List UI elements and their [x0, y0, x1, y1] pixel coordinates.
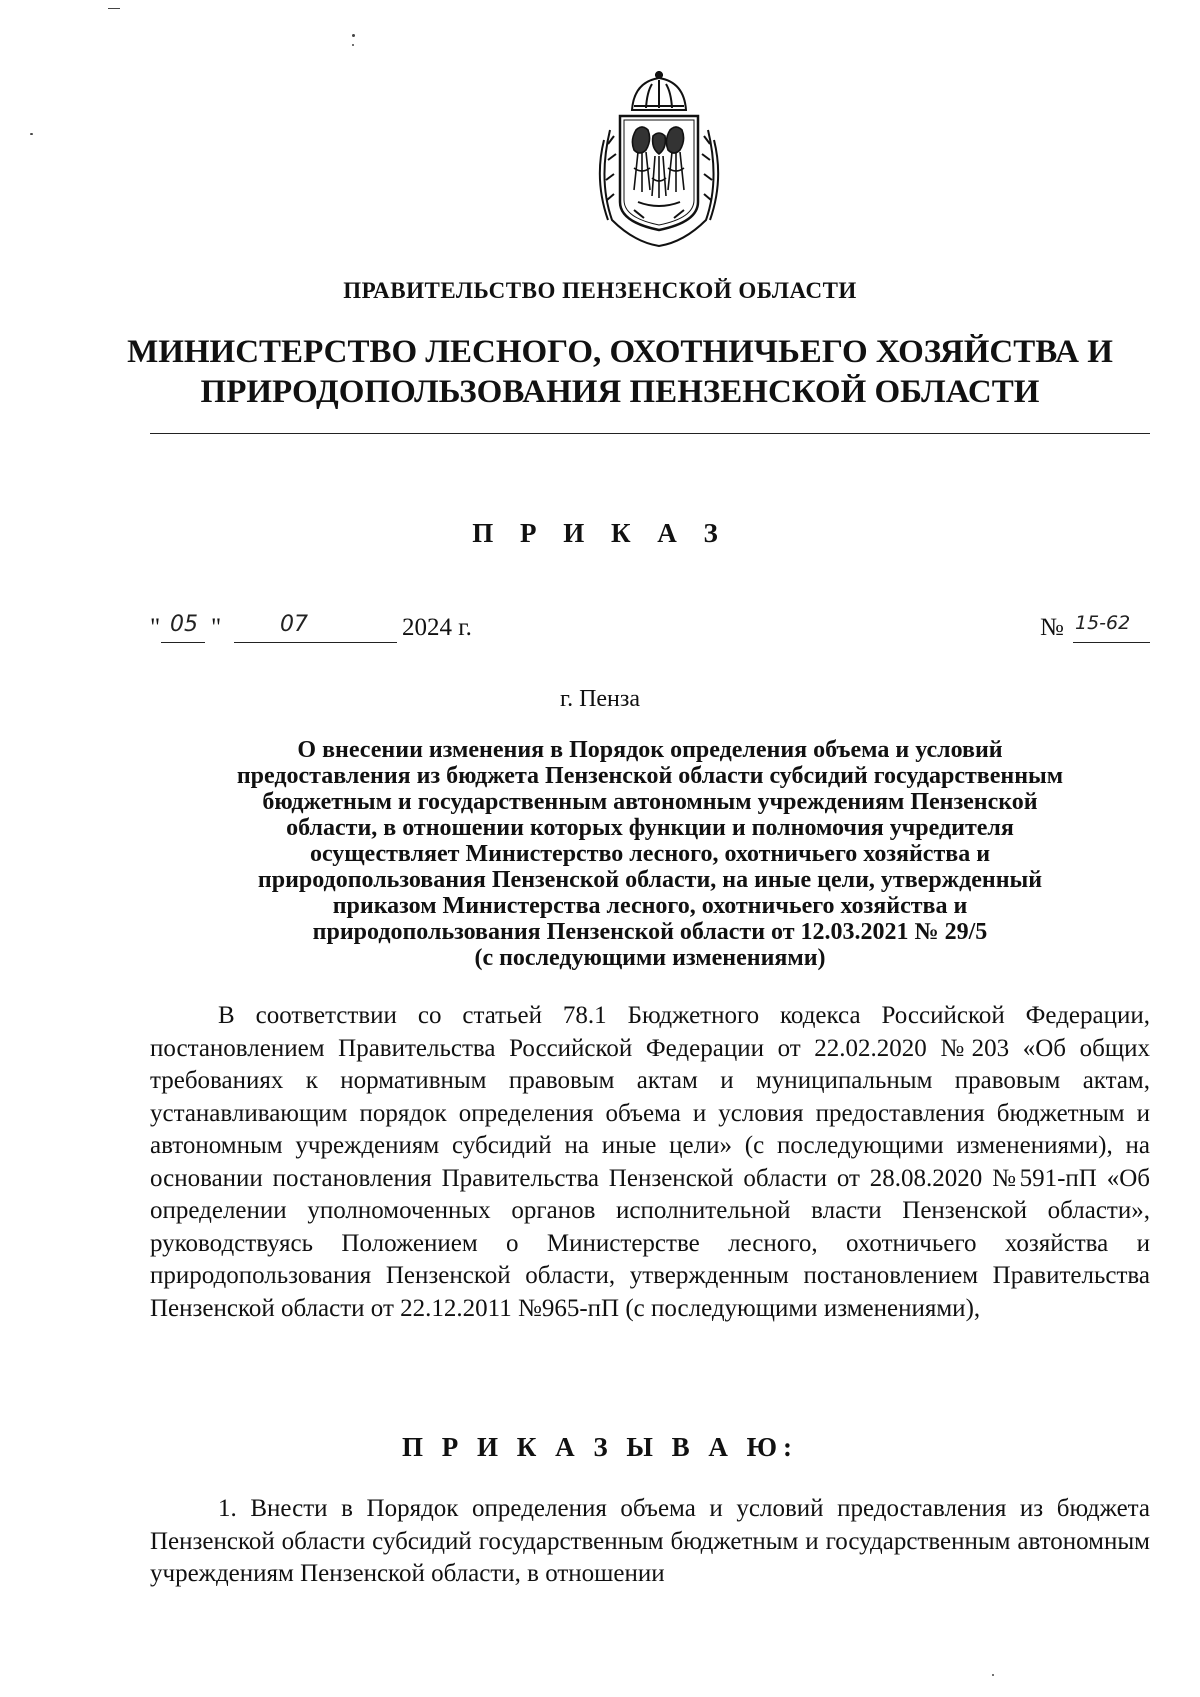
- ministry-heading-line: МИНИСТЕРСТВО ЛЕСНОГО, ОХОТНИЧЬЕГО ХОЗЯЙСТВА И: [127, 334, 1113, 370]
- order-title: П Р И К А З: [472, 518, 728, 548]
- scan-speck: [30, 133, 33, 135]
- item-1-paragraph: [150, 1493, 1150, 1591]
- date-quote-open: ": [150, 614, 161, 641]
- order-number-label: №: [1040, 614, 1064, 641]
- scan-speck: [992, 1674, 994, 1676]
- order-year: 2024 г.: [402, 614, 472, 641]
- order-day-handwritten: 05: [170, 612, 198, 637]
- order-month-handwritten: 07: [280, 612, 308, 637]
- subject-line: приказом Министерства лесного, охотничьего хозяйства и: [332, 893, 968, 919]
- day-underline: [161, 642, 205, 643]
- government-heading: ПРАВИТЕЛЬСТВО ПЕНЗЕНСКОЙ ОБЛАСТИ: [343, 278, 857, 303]
- order-number-handwritten: 15-62: [1075, 612, 1131, 634]
- scan-speck: [108, 8, 120, 9]
- header-divider: [150, 433, 1150, 434]
- subject-line: бюджетным и государственным автономным учреждениям Пензенской: [262, 789, 1038, 815]
- subject-line: области, в отношении которых функции и полномочия учредителя: [286, 815, 1014, 841]
- directive-heading: П Р И К А З Ы В А Ю:: [402, 1432, 798, 1462]
- penza-coat-of-arms-icon: [594, 70, 724, 248]
- subject-line: предоставления из бюджета Пензенской области субсидий государственным: [236, 763, 1064, 789]
- ministry-heading: [120, 332, 1120, 412]
- subject-line: О внесении изменения в Порядок определения объема и условий: [297, 737, 1003, 763]
- order-subject: [150, 737, 1150, 971]
- preamble-paragraph: [150, 1000, 1150, 1325]
- order-city: г. Пенза: [559, 686, 641, 712]
- subject-line: (с последующими изменениями): [474, 945, 826, 971]
- month-underline: [234, 642, 397, 643]
- subject-line: природопользования Пензенской области, на иные цели, утвержденный: [257, 867, 1043, 893]
- preamble-text: В соответствии со статьей 78.1 Бюджетного кодекса Российской Федерации, постановлением Правительства Российской Федерации от 22.02.2020 №203 «Об общих требованиях к нормативным правовым актам и муниципальным правовым актам, устанавливающим порядок определения объема и условия предоставления бюджетным и автономным учреждениям субсидий на иные цели» (с последующими изменениями), на основании постановления Правительства Пензенской области от 28.08.2020 №591-пП «Об определении уполномоченных органов исполнительной власти Пензенской области», руководствуясь Положением о Министерстве лесного, охотничьего хозяйства и природопользования Пензенской области, утвержденным постановлением Правительства Пензенской области от 22.12.2011 №965-пП (с последующими изменениями),: [150, 1002, 1150, 1322]
- scan-speck: [352, 44, 354, 46]
- date-quote-close: ": [211, 614, 222, 641]
- scan-speck: [352, 34, 355, 37]
- item-1-text: 1. Внести в Порядок определения объема и условий предоставления из бюджета Пензенской области субсидий государственным бюджетным и государственным автономным учреждениям Пензенской области, в отношении: [150, 1495, 1150, 1587]
- subject-line: осуществляет Министерство лесного, охотничьего хозяйства и: [309, 841, 991, 867]
- ministry-heading-line: ПРИРОДОПОЛЬЗОВАНИЯ ПЕНЗЕНСКОЙ ОБЛАСТИ: [200, 374, 1040, 410]
- subject-line: природопользования Пензенской области от 12.03.2021 № 29/5: [312, 919, 988, 945]
- number-underline: [1073, 642, 1150, 643]
